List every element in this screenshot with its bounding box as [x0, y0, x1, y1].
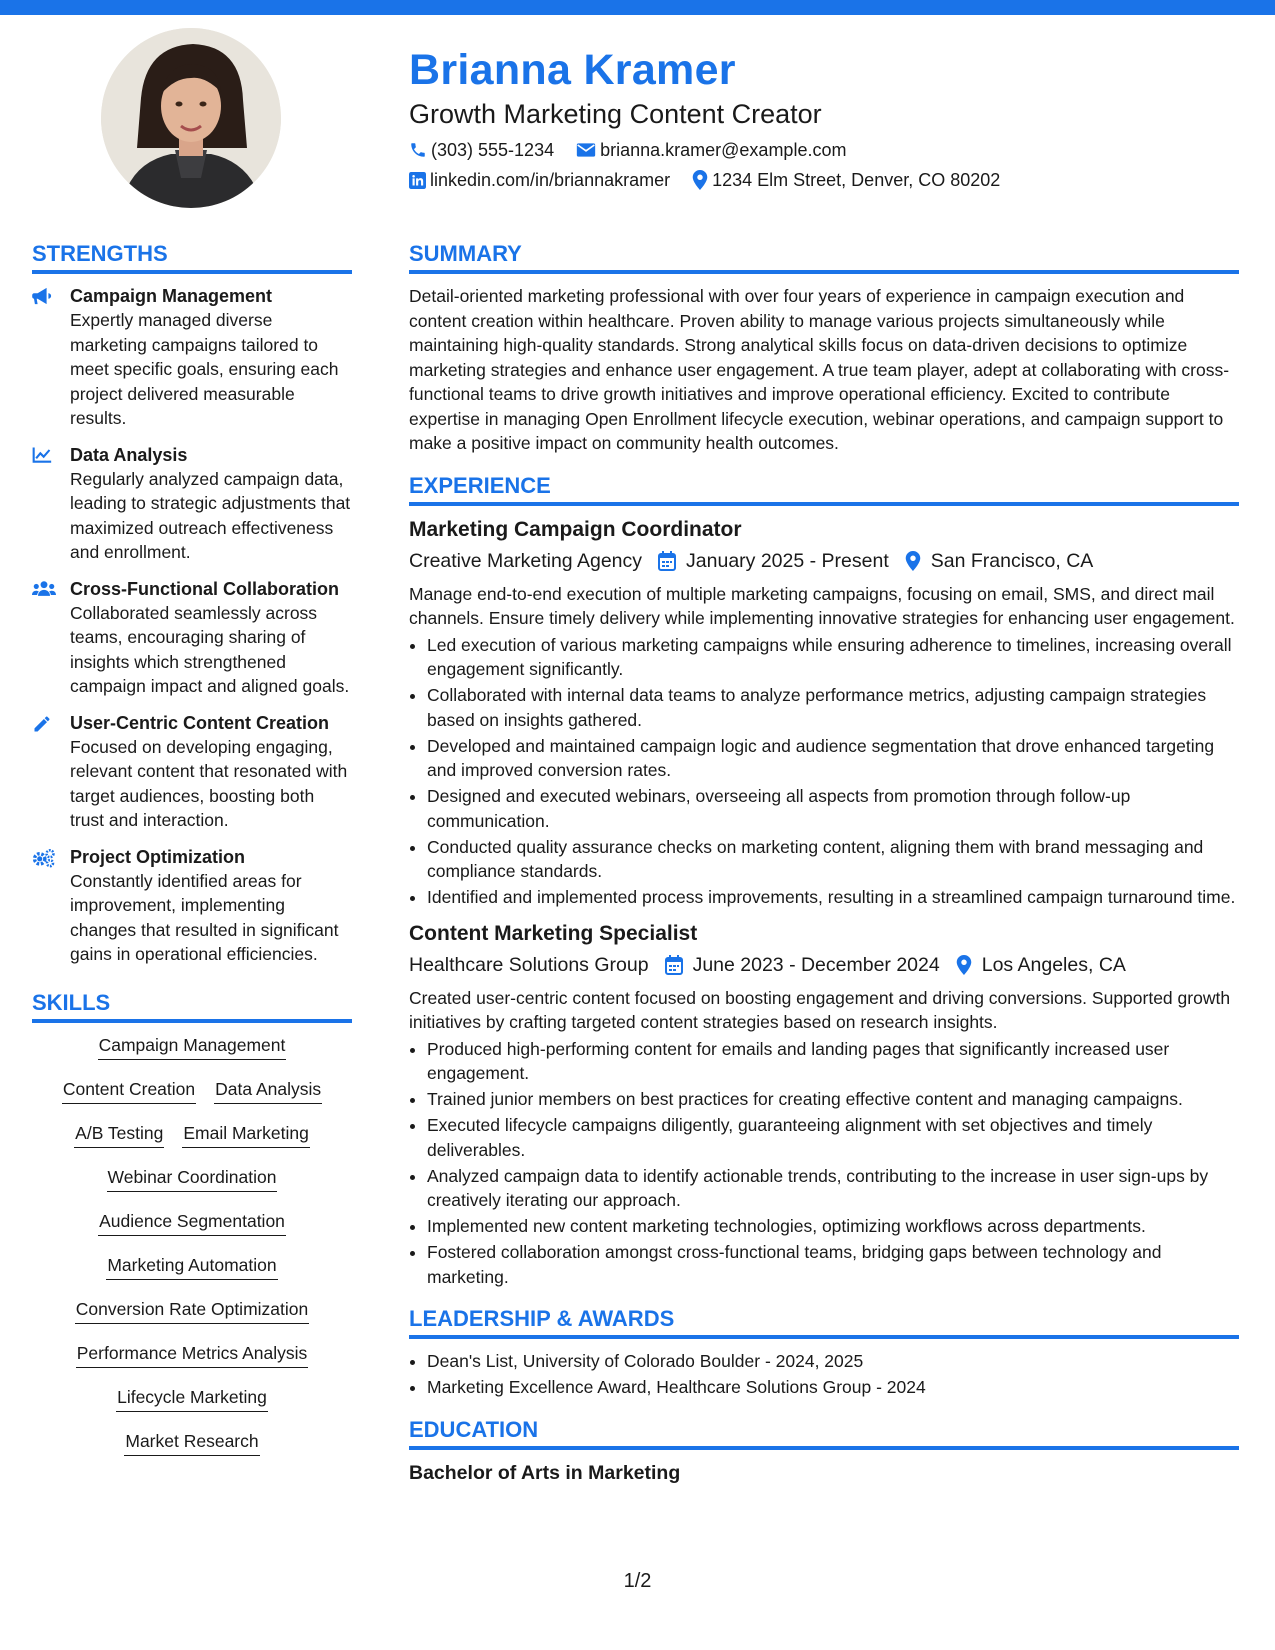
job-bullets [409, 1037, 1239, 1290]
job-description: Created user-centric content focused on boosting engagement and driving conversions. Supported growth initiatives by crafting targeted content strategies based on research insights. [409, 987, 1231, 1032]
strength-title: Cross-Functional Collaboration [70, 578, 340, 599]
job-dates: June 2023 - December 2024 [692, 953, 940, 976]
bullet-item: • Implemented new content marketing technologies, optimizing workflows across departments. [427, 1214, 1239, 1239]
phone-contact[interactable] [409, 138, 554, 162]
avatar [101, 28, 281, 208]
job-dates-wrap [665, 950, 940, 980]
address-text: 1234 Elm Street, Denver, CO 80202 [712, 170, 1001, 190]
bullet-item: • Analyzed campaign data to identify actionable trends, contributing to the increase in user sign-ups by creatively iterating our approach. [427, 1164, 1239, 1213]
job-location-wrap [956, 950, 1126, 980]
strength-desc: Focused on developing engaging, relevant content that resonated with target audiences, boosting both trust and interaction. [70, 736, 348, 830]
bullet-item: • Led execution of various marketing campaigns while ensuring adherence to timelines, increasing overall engagement significantly. [427, 633, 1239, 682]
strength-item [32, 577, 352, 699]
skill-tag: Marketing Automation [106, 1253, 277, 1280]
strength-item [32, 443, 352, 565]
linkedin-text: linkedin.com/in/briannakramer [430, 170, 671, 190]
candidate-title: Growth Marketing Content Creator [409, 99, 822, 129]
leadership-heading: LEADERSHIP & AWARDS [409, 1305, 1239, 1339]
gears-icon [32, 848, 56, 868]
summary-text: Detail-oriented marketing professional with over four years of experience in campaign execution and content creation within healthcare. Proven ability to manage various projects simultaneously while maintaining high-quality standards. Strong analytical skills focus on data-driven decisions to optimize marketing strategies and enhance user engagement. A true team player, adept at collaborating with cross-functional teams to drive growth initiatives and improve operational efficiency. Excited to contribute expertise in managing Open Enrollment lifecycle execution, webinar operations, and campaign support to make a positive impact on community health outcomes. [409, 286, 1230, 453]
bullet-item: • Produced high-performing content for emails and landing pages that significantly increased user engagement. [427, 1037, 1239, 1086]
address-contact [692, 168, 1000, 192]
job-entry [409, 920, 1239, 1290]
strength-item [32, 284, 352, 431]
education-heading: EDUCATION [409, 1416, 1239, 1450]
pencil-icon [32, 714, 52, 734]
strength-desc: Regularly analyzed campaign data, leading to strategic adjustments that maximized outreach effectiveness and enrollment. [70, 468, 351, 562]
skills-list [32, 1033, 352, 1456]
map-pin-icon [905, 551, 921, 571]
right-column [409, 240, 1239, 1486]
job-company: Creative Marketing Agency [409, 549, 643, 572]
page-number: 1/2 [623, 1570, 652, 1592]
leadership-list [409, 1349, 1239, 1400]
skill-tag: A/B Testing [74, 1121, 164, 1148]
map-pin-icon [956, 955, 972, 975]
job-meta [409, 546, 1239, 576]
bullet-item: • Conducted quality assurance checks on marketing content, aligning them with brand messaging and compliance standards. [427, 835, 1239, 884]
strength-desc: Constantly identified areas for improvement, implementing changes that resulted in significant gains in operational efficiencies. [70, 870, 339, 964]
award-item: • Dean's List, University of Colorado Boulder - 2024, 2025 [427, 1349, 1239, 1374]
bullet-item: • Designed and executed webinars, overseeing all aspects from promotion through follow-up communication. [427, 784, 1239, 833]
calendar-icon [665, 955, 683, 975]
top-accent-bar [0, 0, 1275, 15]
bullet-item: • Executed lifecycle campaigns diligently, guaranteeing alignment with set objectives and timely deliverables. [427, 1113, 1239, 1162]
skill-tag: Market Research [124, 1429, 259, 1456]
skill-tag: Campaign Management [98, 1033, 287, 1060]
strength-desc: Expertly managed diverse marketing campaigns tailored to meet specific goals, ensuring each project delivered measurable results. [70, 310, 339, 428]
strength-title: Project Optimization [70, 846, 246, 867]
education-degree: Bachelor of Arts in Marketing [409, 1461, 681, 1484]
skill-tag: Audience Segmentation [98, 1209, 286, 1236]
email-icon [576, 141, 596, 159]
linkedin-icon [409, 172, 426, 189]
skill-tag: Data Analysis [214, 1077, 322, 1104]
skill-tag: Email Marketing [182, 1121, 309, 1148]
map-pin-icon [692, 170, 708, 190]
strength-title: Data Analysis [70, 444, 188, 465]
job-location: Los Angeles, CA [981, 953, 1126, 976]
job-company: Healthcare Solutions Group [409, 953, 649, 976]
summary-heading: SUMMARY [409, 240, 1239, 274]
phone-text: (303) 555-1234 [431, 140, 555, 160]
skill-tag: Conversion Rate Optimization [75, 1297, 309, 1324]
email-text: brianna.kramer@example.com [600, 140, 847, 160]
strengths-heading: STRENGTHS [32, 240, 352, 274]
award-item: • Marketing Excellence Award, Healthcare Solutions Group - 2024 [427, 1375, 1239, 1400]
job-description: Manage end-to-end execution of multiple marketing campaigns, focusing on email, SMS, and direct mail channels. Ensure timely delivery while implementing innovative strategies for enhancing user engagement. [409, 583, 1235, 628]
skills-heading: SKILLS [32, 989, 352, 1023]
contact-row-1 [409, 138, 1229, 162]
resume-header [409, 44, 1229, 192]
job-dates-wrap [658, 546, 889, 576]
candidate-name: Brianna Kramer [409, 46, 736, 94]
job-location: San Francisco, CA [930, 549, 1094, 572]
bullet-item: • Fostered collaboration amongst cross-functional teams, bridging gaps between technology and marketing. [427, 1240, 1239, 1289]
job-location-wrap [905, 546, 1094, 576]
phone-icon [409, 141, 427, 159]
line-chart-icon [32, 446, 52, 464]
job-title: Content Marketing Specialist [409, 921, 698, 945]
strength-item [32, 711, 352, 833]
email-contact[interactable] [576, 138, 846, 162]
strength-item [32, 845, 352, 967]
skill-tag: Webinar Coordination [107, 1165, 278, 1192]
users-icon [32, 580, 56, 598]
job-title: Marketing Campaign Coordinator [409, 517, 742, 541]
skill-tag: Lifecycle Marketing [116, 1385, 268, 1412]
bullet-item: • Trained junior members on best practices for creating effective content and managing campaigns. [427, 1087, 1239, 1112]
calendar-icon [658, 551, 676, 571]
contact-row-2 [409, 168, 1229, 192]
linkedin-contact[interactable] [409, 168, 670, 192]
bullet-item: • Identified and implemented process improvements, resulting in a streamlined campaign turnaround time. [427, 885, 1239, 910]
job-dates: January 2025 - Present [686, 549, 889, 572]
job-entry [409, 516, 1239, 910]
skill-tag: Content Creation [62, 1077, 196, 1104]
strength-title: Campaign Management [70, 286, 273, 306]
bullet-item: • Collaborated with internal data teams to analyze performance metrics, adjusting campaign strategies based on insights gathered. [427, 683, 1239, 732]
job-meta [409, 950, 1239, 980]
megaphone-icon [32, 287, 54, 305]
strength-title: User-Centric Content Creation [70, 712, 330, 733]
bullet-item: • Developed and maintained campaign logic and audience segmentation that drove enhanced targeting and improved conversion rates. [427, 734, 1239, 783]
left-column [32, 240, 352, 1473]
skill-tag: Performance Metrics Analysis [76, 1341, 309, 1368]
experience-heading: EXPERIENCE [409, 472, 1239, 506]
job-bullets [409, 633, 1239, 910]
strength-desc: Collaborated seamlessly across teams, encouraging sharing of insights which strengthened campaign impact and aligned goals. [70, 602, 350, 696]
